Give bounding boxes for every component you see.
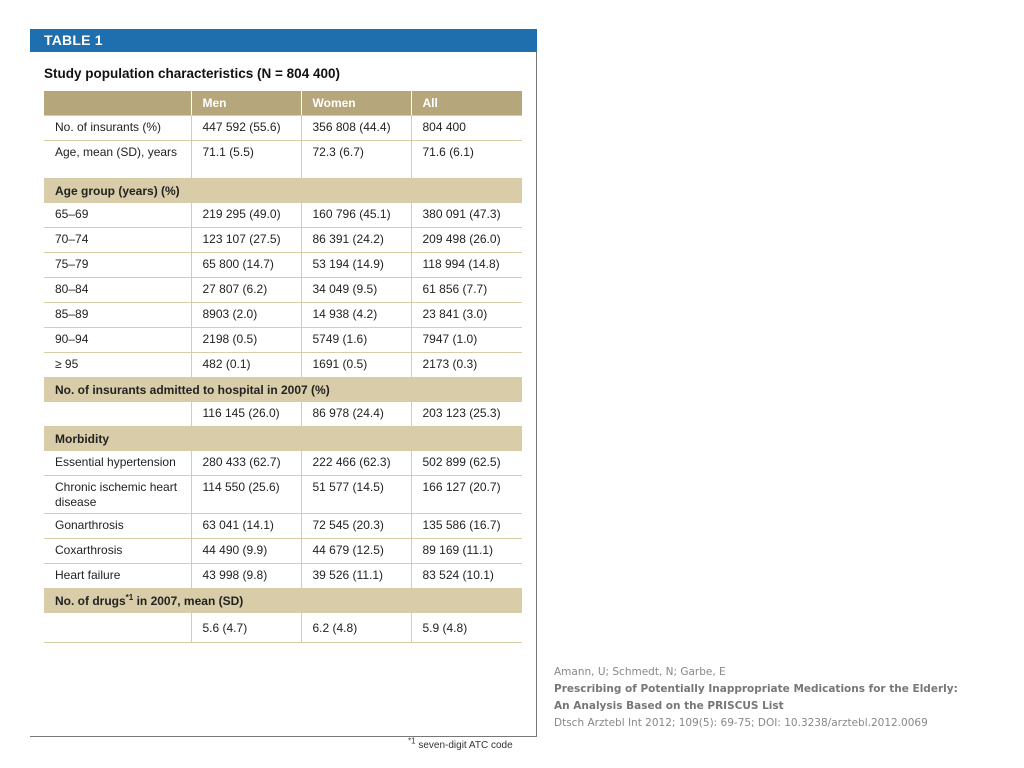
table-cell: 44 679 (12.5) — [301, 538, 411, 563]
table-cell: 5749 (1.6) — [301, 327, 411, 352]
table-cell: 86 391 (24.2) — [301, 227, 411, 252]
table-cell: 380 091 (47.3) — [411, 202, 522, 227]
table-cell: 71.1 (5.5) — [191, 140, 301, 178]
table-row — [44, 612, 522, 642]
table-cell: 502 899 (62.5) — [411, 450, 522, 475]
table-cell: 280 433 (62.7) — [191, 450, 301, 475]
citation-authors: Amann, U; Schmedt, N; Garbe, E — [554, 666, 726, 678]
table-cell: 114 550 (25.6) — [191, 475, 301, 513]
table-cell: 34 049 (9.5) — [301, 277, 411, 302]
row-label: 65–69 — [44, 202, 191, 227]
table-row — [44, 202, 522, 227]
table-cell: 27 807 (6.2) — [191, 277, 301, 302]
table-row — [44, 401, 522, 426]
table-cell: 43 998 (9.8) — [191, 563, 301, 588]
citation-title-line-1: Prescribing of Potentially Inappropriate Medications for the Elderly: — [554, 683, 958, 695]
section-label-text: Morbidity — [55, 431, 109, 446]
row-label: 90–94 — [44, 327, 191, 352]
table-cell: 39 526 (11.1) — [301, 563, 411, 588]
table-row — [44, 327, 522, 352]
row-label: Heart failure — [44, 563, 191, 588]
footnote-text: seven-digit ATC code — [415, 740, 513, 751]
row-label — [44, 612, 191, 642]
footnote-ref: *1 — [125, 592, 134, 602]
table-row — [44, 252, 522, 277]
table-cell: 14 938 (4.2) — [301, 302, 411, 327]
table-row — [44, 538, 522, 563]
row-label: ≥ 95 — [44, 352, 191, 377]
table-cell: 86 978 (24.4) — [301, 401, 411, 426]
table-row — [44, 450, 522, 475]
table-cell: 44 490 (9.9) — [191, 538, 301, 563]
table-cell: 222 466 (62.3) — [301, 450, 411, 475]
table-cell: 5.6 (4.7) — [191, 612, 301, 642]
characteristics-table — [44, 91, 522, 643]
table-cell: 65 800 (14.7) — [191, 252, 301, 277]
row-label: Chronic ischemic heart disease — [44, 475, 191, 513]
section-row — [44, 377, 522, 401]
row-label: 70–74 — [44, 227, 191, 252]
row-label: 85–89 — [44, 302, 191, 327]
row-label: 80–84 — [44, 277, 191, 302]
row-label: No. of insurants (%) — [44, 115, 191, 140]
table-cell: 447 592 (55.6) — [191, 115, 301, 140]
table-cell: 116 145 (26.0) — [191, 401, 301, 426]
citation-journal: Dtsch Arztebl Int 2012; 109(5): 69-75; DOI: 10.3238/arztebl.2012.0069 — [554, 717, 928, 729]
table-header-row — [44, 91, 522, 115]
table-row — [44, 140, 522, 178]
table-cell: 72.3 (6.7) — [301, 140, 411, 178]
table-cell: 118 994 (14.8) — [411, 252, 522, 277]
table-figure — [30, 29, 537, 737]
table-cell: 804 400 — [411, 115, 522, 140]
table-cell: 6.2 (4.8) — [301, 612, 411, 642]
footnote-mark: *1 — [408, 736, 416, 746]
table-cell: 51 577 (14.5) — [301, 475, 411, 513]
column-header: Women — [301, 91, 411, 115]
table-cell: 63 041 (14.1) — [191, 513, 301, 538]
section-label-text: Age group (years) (%) — [55, 183, 180, 198]
table-cell: 2173 (0.3) — [411, 352, 522, 377]
section-row — [44, 426, 522, 450]
section-label-text: No. of drugs — [55, 593, 126, 608]
table-row — [44, 352, 522, 377]
table-cell: 83 524 (10.1) — [411, 563, 522, 588]
table-row — [44, 513, 522, 538]
table-cell: 356 808 (44.4) — [301, 115, 411, 140]
column-header: Men — [191, 91, 301, 115]
table-cell: 5.9 (4.8) — [411, 612, 522, 642]
row-label: Gonarthrosis — [44, 513, 191, 538]
row-label: Essential hypertension — [44, 450, 191, 475]
row-label: 75–79 — [44, 252, 191, 277]
section-label — [44, 178, 522, 202]
section-label-text: No. of insurants admitted to hospital in 2007 (%) — [55, 382, 330, 397]
column-header: All — [411, 91, 522, 115]
table-row — [44, 302, 522, 327]
row-label: Age, mean (SD), years — [44, 140, 191, 178]
table-cell: 72 545 (20.3) — [301, 513, 411, 538]
table-cell: 219 295 (49.0) — [191, 202, 301, 227]
row-label: Coxarthrosis — [44, 538, 191, 563]
citation-title-line-2: An Analysis Based on the PRISCUS List — [554, 700, 784, 712]
table-row — [44, 277, 522, 302]
table-cell: 8903 (2.0) — [191, 302, 301, 327]
table-label: TABLE 1 — [30, 29, 537, 52]
table-cell: 7947 (1.0) — [411, 327, 522, 352]
table-row — [44, 563, 522, 588]
table-row — [44, 475, 522, 513]
table-cell: 203 123 (25.3) — [411, 401, 522, 426]
table-cell: 160 796 (45.1) — [301, 202, 411, 227]
section-row — [44, 178, 522, 202]
section-label — [44, 426, 522, 450]
table-cell: 71.6 (6.1) — [411, 140, 522, 178]
table-body — [44, 115, 522, 642]
table-caption: Study population characteristics (N = 804 400) — [44, 66, 340, 81]
table-cell: 89 169 (11.1) — [411, 538, 522, 563]
table-cell: 482 (0.1) — [191, 352, 301, 377]
table-row — [44, 115, 522, 140]
section-label — [44, 377, 522, 401]
table-cell: 123 107 (27.5) — [191, 227, 301, 252]
table-cell: 135 586 (16.7) — [411, 513, 522, 538]
table-cell: 1691 (0.5) — [301, 352, 411, 377]
table-cell: 2198 (0.5) — [191, 327, 301, 352]
table-cell: 53 194 (14.9) — [301, 252, 411, 277]
section-label — [44, 588, 522, 612]
table-cell: 23 841 (3.0) — [411, 302, 522, 327]
table-cell: 209 498 (26.0) — [411, 227, 522, 252]
table-cell: 61 856 (7.7) — [411, 277, 522, 302]
column-header — [44, 91, 191, 115]
section-label-text: in 2007, mean (SD) — [133, 593, 244, 608]
table-cell: 166 127 (20.7) — [411, 475, 522, 513]
row-label — [44, 401, 191, 426]
citation-block — [554, 664, 1024, 732]
table-row — [44, 227, 522, 252]
section-row — [44, 588, 522, 612]
table-footnote — [408, 736, 513, 751]
